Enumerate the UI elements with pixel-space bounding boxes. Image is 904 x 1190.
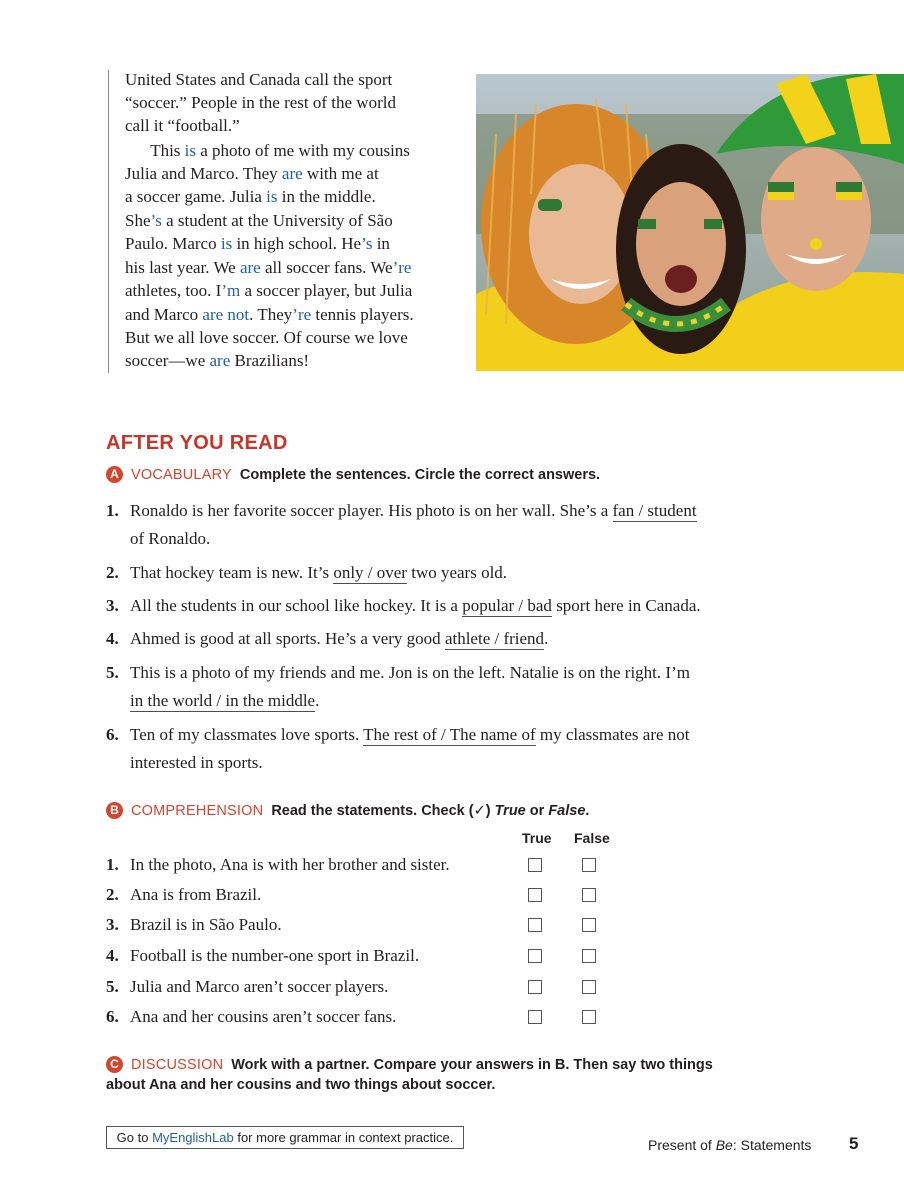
reading-line — [125, 187, 376, 207]
item-number: 4. — [106, 946, 119, 965]
reading-text: a soccer player, but Julia — [240, 281, 413, 300]
reading-text: athletes, too. I — [125, 281, 222, 300]
vocab-item — [106, 563, 507, 583]
false-checkbox[interactable] — [582, 858, 596, 872]
item-text: This is a photo of my friends and me. Jon is on the left. Natalie is on the right. I’m — [130, 663, 690, 682]
false-checkbox[interactable] — [582, 918, 596, 932]
section-c-name: DISCUSSION — [131, 1057, 224, 1073]
item-text: my classmates are not — [535, 725, 690, 744]
section-b-badge: B — [106, 802, 123, 819]
comprehension-item — [106, 977, 388, 997]
vocab-item-continued — [130, 691, 319, 711]
reading-passage — [108, 70, 454, 373]
reading-text: Paulo. Marco — [125, 234, 221, 253]
reading-text: his last year. We — [125, 258, 240, 277]
section-b-name: COMPREHENSION — [131, 803, 264, 819]
statement-text: Ana is from Brazil. — [130, 885, 262, 904]
reading-text: She — [125, 211, 151, 230]
instruction-period: . — [585, 803, 590, 819]
reading-text: This — [125, 141, 185, 160]
answer-choices[interactable]: fan / student — [612, 501, 697, 520]
vocab-item — [106, 501, 697, 521]
answer-choices[interactable]: in the world / in the middle — [130, 691, 316, 710]
reading-text: Brazilians! — [230, 351, 310, 370]
section-c-instruction-line1: Work with a partner. Compare your answers in B. Then say two things — [231, 1057, 713, 1073]
reading-text: all soccer fans. We — [260, 258, 393, 277]
item-text: sport here in Canada. — [551, 596, 701, 615]
item-number: 3. — [106, 915, 119, 934]
section-a-instruction: Complete the sentences. Circle the correct answers. — [239, 467, 601, 483]
item-number: 5. — [106, 663, 119, 682]
vocab-item-continued — [130, 529, 210, 549]
be-verb-highlight: is — [220, 234, 233, 253]
false-word: False — [548, 803, 586, 819]
item-number: 1. — [106, 855, 119, 874]
item-number: 2. — [106, 563, 119, 582]
reading-text: But we all love soccer. Of course we love — [125, 328, 408, 347]
chapter-title-post: : Statements — [732, 1137, 812, 1153]
section-a-header — [106, 466, 600, 483]
comprehension-item — [106, 915, 282, 935]
section-b-header — [106, 802, 589, 819]
true-checkbox[interactable] — [528, 858, 542, 872]
item-text: Ten of my classmates love sports. — [130, 725, 364, 744]
item-number: 6. — [106, 1007, 119, 1026]
item-number: 5. — [106, 977, 119, 996]
reading-line — [125, 234, 390, 254]
myenglishlab-link[interactable]: MyEnglishLab — [152, 1130, 234, 1145]
reading-text: and Marco — [125, 305, 203, 324]
item-text: . — [315, 691, 320, 710]
comprehension-item — [106, 855, 450, 875]
reading-text: Julia and Marco. They — [125, 164, 282, 183]
section-c-header — [106, 1056, 713, 1073]
be-verb-highlight: are — [209, 351, 231, 370]
reading-text: in the middle. — [277, 187, 376, 206]
reading-line — [125, 211, 393, 231]
reading-line — [125, 93, 396, 113]
comprehension-item — [106, 885, 261, 905]
item-text: Ahmed is good at all sports. He’s a very good — [130, 629, 445, 648]
statement-text: In the photo, Ana is with her brother and sister. — [130, 855, 450, 874]
comprehension-item — [106, 1007, 396, 1027]
false-checkbox[interactable] — [582, 949, 596, 963]
reading-line — [125, 116, 240, 136]
reading-text: a soccer game. Julia — [125, 187, 267, 206]
answer-choices[interactable]: athlete / friend — [444, 629, 545, 648]
reading-text: United States and Canada call the sport — [125, 70, 393, 89]
answer-choices[interactable]: only / over — [333, 563, 407, 582]
statement-text: Brazil is in São Paulo. — [130, 915, 282, 934]
reading-text: soccer—we — [125, 351, 210, 370]
chapter-title-pre: Present of — [648, 1137, 716, 1153]
page-number: 5 — [849, 1134, 859, 1153]
footer-goto: Go to — [116, 1130, 153, 1145]
item-text: Ronaldo is her favorite soccer player. His photo is on her wall. She’s a — [130, 501, 613, 520]
reading-text: call it “football.” — [125, 116, 240, 135]
reading-line — [125, 305, 414, 325]
be-verb-highlight: ’s — [361, 234, 373, 253]
section-b-instruction: Read the statements. Check (✓) — [271, 803, 495, 819]
reading-text: a student at the University of São — [161, 211, 393, 230]
comprehension-item — [106, 946, 419, 966]
statement-text: Ana and her cousins aren’t soccer fans. — [130, 1007, 397, 1026]
section-c-instruction-line2: about Ana and her cousins and two things about soccer. — [106, 1077, 496, 1093]
item-text: interested in sports. — [130, 753, 263, 772]
reading-line — [125, 258, 411, 278]
item-number: 4. — [106, 629, 119, 648]
reading-text: in high school. He — [232, 234, 362, 253]
false-checkbox[interactable] — [582, 1010, 596, 1024]
be-verb-highlight: ’m — [221, 281, 241, 300]
item-text: All the students in our school like hockey. It is a — [130, 596, 463, 615]
item-text: of Ronaldo. — [130, 529, 211, 548]
false-checkbox[interactable] — [582, 888, 596, 902]
item-number: 3. — [106, 596, 119, 615]
true-checkbox[interactable] — [528, 918, 542, 932]
item-text: That hockey team is new. It’s — [130, 563, 334, 582]
true-checkbox[interactable] — [528, 980, 542, 994]
true-checkbox[interactable] — [528, 949, 542, 963]
section-c-badge: C — [106, 1056, 123, 1073]
vocab-item — [106, 629, 548, 649]
reading-line — [125, 328, 408, 348]
section-a-badge: A — [106, 466, 123, 483]
vocab-item — [106, 725, 690, 745]
chapter-title-be: Be — [715, 1137, 733, 1153]
or-word: or — [525, 803, 549, 819]
be-verb-highlight: is — [266, 187, 278, 206]
item-number: 1. — [106, 501, 119, 520]
vocab-item — [106, 663, 690, 683]
vocab-item — [106, 596, 701, 616]
be-verb-highlight: are — [239, 258, 261, 277]
false-column-header: False — [574, 830, 610, 846]
statement-text: Julia and Marco aren’t soccer players. — [130, 977, 389, 996]
be-verb-highlight: is — [184, 141, 197, 160]
answer-choices[interactable]: The rest of / The name of — [363, 725, 536, 744]
be-verb-highlight: ’re — [292, 305, 312, 324]
item-text: two years old. — [406, 563, 508, 582]
be-verb-highlight: ’s — [150, 211, 162, 230]
reading-line — [125, 351, 309, 371]
statement-text: Football is the number-one sport in Brazil. — [130, 946, 420, 965]
item-number: 2. — [106, 885, 119, 904]
reading-text: in — [372, 234, 390, 253]
reading-text: . They — [249, 305, 293, 324]
be-verb-highlight: ’re — [392, 258, 412, 277]
footer-rest: for more grammar in context practice. — [233, 1130, 454, 1145]
soccer-fans-photo — [476, 74, 904, 371]
true-column-header: True — [522, 830, 552, 846]
true-checkbox[interactable] — [528, 888, 542, 902]
true-checkbox[interactable] — [528, 1010, 542, 1024]
chapter-title — [648, 1137, 811, 1153]
section-a-name: VOCABULARY — [131, 467, 232, 483]
reading-text: a photo of me with my cousins — [196, 141, 410, 160]
be-verb-highlight: are not — [202, 305, 250, 324]
after-you-read-heading: AFTER YOU READ — [106, 432, 288, 454]
answer-choices[interactable]: popular / bad — [462, 596, 552, 615]
false-checkbox[interactable] — [582, 980, 596, 994]
true-word: True — [494, 803, 526, 819]
reading-text: “soccer.” People in the rest of the world — [125, 93, 396, 112]
reading-line — [125, 164, 379, 184]
myenglishlab-box — [106, 1126, 464, 1149]
reading-text: tennis players. — [311, 305, 414, 324]
reading-line — [125, 70, 392, 90]
reading-text: with me at — [302, 164, 379, 183]
reading-line — [125, 141, 410, 161]
item-text: . — [544, 629, 549, 648]
be-verb-highlight: are — [281, 164, 303, 183]
item-number: 6. — [106, 725, 119, 744]
vocab-item-continued — [130, 753, 263, 773]
reading-line — [125, 281, 412, 301]
